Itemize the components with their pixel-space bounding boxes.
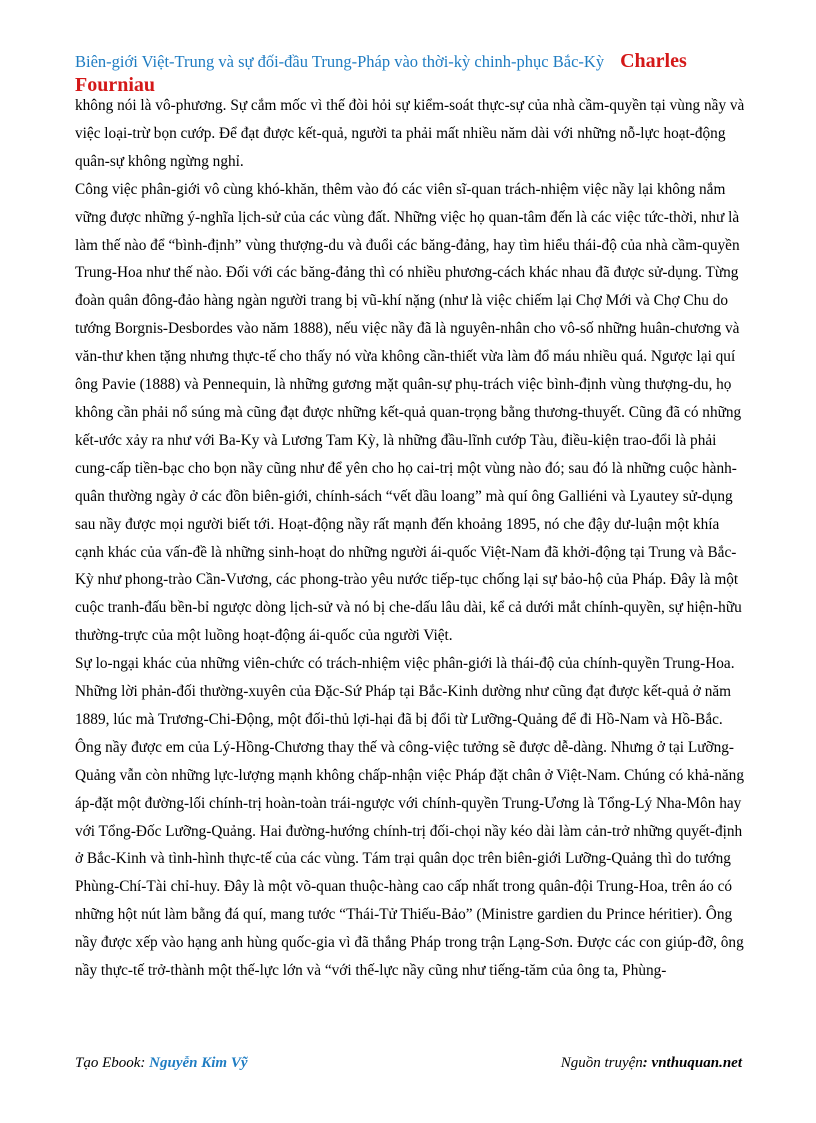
page-header (75, 50, 755, 98)
document-title: Biên-giới Việt-Trung và sự đối-đầu Trung-Pháp vào thời-kỳ chinh-phục Bắc-Kỳ (75, 52, 605, 71)
source-credit (561, 1055, 742, 1072)
source-site-link[interactable]: vnthuquan.net (651, 1055, 742, 1071)
document-body (75, 92, 751, 985)
author-last-name: Fourniau (75, 74, 156, 96)
paragraph-1: không nói là vô-phương. Sự cắm mốc vì thế đòi hỏi sự kiểm-soát thực-sự của nhà cầm-quyền tại vùng nầy và việc loại-trừ bọn cướp. Để đạt được kết-quả, người ta phải mất nhiều năm dài với những nỗ-lực hoạt-động quân-sự không ngừng nghỉ. (75, 97, 745, 170)
ebook-credit (75, 1055, 248, 1072)
paragraph-2: Công việc phân-giới vô cùng khó-khăn, thêm vào đó các viên sĩ-quan trách-nhiệm việc nầy lại không nắm vững được những ý-nghĩa lịch-sử của các vùng đất. Những việc họ quan-tâm đến là các việc tức-thời, như là làm thế nào để “bình-định” vùng thượng-du và đuổi các băng-đảng, hay tìm hiểu thái-độ của nhà cầm-quyền Trung-Hoa như thế nào. Đối với các băng-đảng thì có nhiều phương-cách khác nhau đã được sử-dụng. Từng đoàn quân đông-đảo hàng ngàn người trang bị vũ-khí nặng (như là việc chiếm lại Chợ Mới và Chợ Chu do tướng Borgnis-Desbordes vào năm 1888), nếu việc nầy đã là nguyên-nhân cho vô-số những huân-chương và văn-thư khen tặng nhưng thực-tế cho thấy nó vừa không cần-thiết vừa làm đổ máu nhiều quá. Ngược lại quí ông Pavie (1888) và Pennequin, là những gương mặt quân-sự phụ-trách việc bình-định vùng thượng-du, họ không cần phải nổ súng mà cũng đạt được những kết-quả quan-trọng bằng thương-thuyết. Cũng đã có những kết-ước xảy ra như với Ba-Ky và Lương Tam Kỳ, là những đầu-lĩnh cướp Tàu, điều-kiện trao-đổi là phải cung-cấp tiền-bạc cho bọn nầy cũng như để yên cho họ cai-trị một vùng nào đó; sau đó là những cuộc hành-quân thường ngày ở các đồn biên-giới, chính-sách “vết dầu loang” mà quí ông Galliéni và Lyautey sử-dụng sau nầy được mọi người biết tới. Hoạt-động nầy rất mạnh đến khoảng 1895, nó che đậy dư-luận một khía cạnh khác của vấn-đề là những sinh-hoạt do những người ái-quốc Việt-Nam đã khởi-động tại Trung và Bắc-Kỳ như phong-trào Cần-Vương, các phong-trào yêu nước tiếp-tục chống lại sự bảo-hộ của Pháp. Đây là một cuộc tranh-đấu bền-bỉ ngược dòng lịch-sử và nó bị che-dấu lâu dài, kể cả dưới mắt chính-quyền, sự hiện-hữu thường-trực của một luồng hoạt-động ái-quốc của người Việt. (75, 180, 742, 645)
author-first-name: Charles (620, 50, 687, 72)
ebook-creator-name: Nguyễn Kim Vỹ (149, 1055, 248, 1071)
ebook-creator-label: Tạo Ebook (75, 1055, 141, 1071)
source-separator: : (642, 1055, 652, 1071)
paragraph-3: Sự lo-ngại khác của những viên-chức có trách-nhiệm việc phân-giới là thái-độ của chính-quyền Trung-Hoa. Những lời phản-đối thường-xuyên của Đặc-Sứ Pháp tại Bắc-Kinh dường như cũng đạt được kết-quả ở năm 1889, lúc mà Trương-Chi-Động, một đối-thủ lợi-hại đã bị đổi từ Lưỡng-Quảng để đi Hồ-Nam và Hồ-Bắc. Ông nầy được em của Lý-Hồng-Chương thay thế và công-việc tưởng sẽ được dễ-dàng. Nhưng ở tại Lưỡng-Quảng vẫn còn những lực-lượng mạnh không chấp-nhận việc Pháp đặt chân ở Việt-Nam. Chúng có khả-năng áp-đặt một đường-lối chính-trị hoàn-toàn trái-ngược với chính-quyền Trung-Ương là Tổng-Lý Nha-Môn hay với Tổng-Đốc Lưỡng-Quảng. Hai đường-hướng chính-trị đối-chọi nầy kéo dài làm cản-trở những quyết-định ở Bắc-Kinh và tình-hình thực-tế của các vùng. Tám trại quân dọc trên biên-giới Lưỡng-Quảng thì do tướng Phùng-Chí-Tài chỉ-huy. Đây là một võ-quan thuộc-hàng cao cấp nhất trong quân-đội Trung-Hoa, trên áo có những hột nút làm bằng đá quí, mang tước “Thái-Tử Thiếu-Bảo” (Ministre gardien du Prince héritier). Ông nầy được xếp vào hạng anh hùng quốc-gia vì đã thắng Pháp trong trận Lạng-Sơn. Được các con giúp-đỡ, ông nầy thực-tế trở-thành một thế-lực lớn và “với thế-lực nầy cũng như tiếng-tăm của ông ta, Phùng- (75, 655, 744, 980)
source-label: Nguồn truyện (560, 1055, 643, 1071)
ebook-creator-separator: : (140, 1055, 150, 1071)
page-footer (75, 1055, 742, 1079)
